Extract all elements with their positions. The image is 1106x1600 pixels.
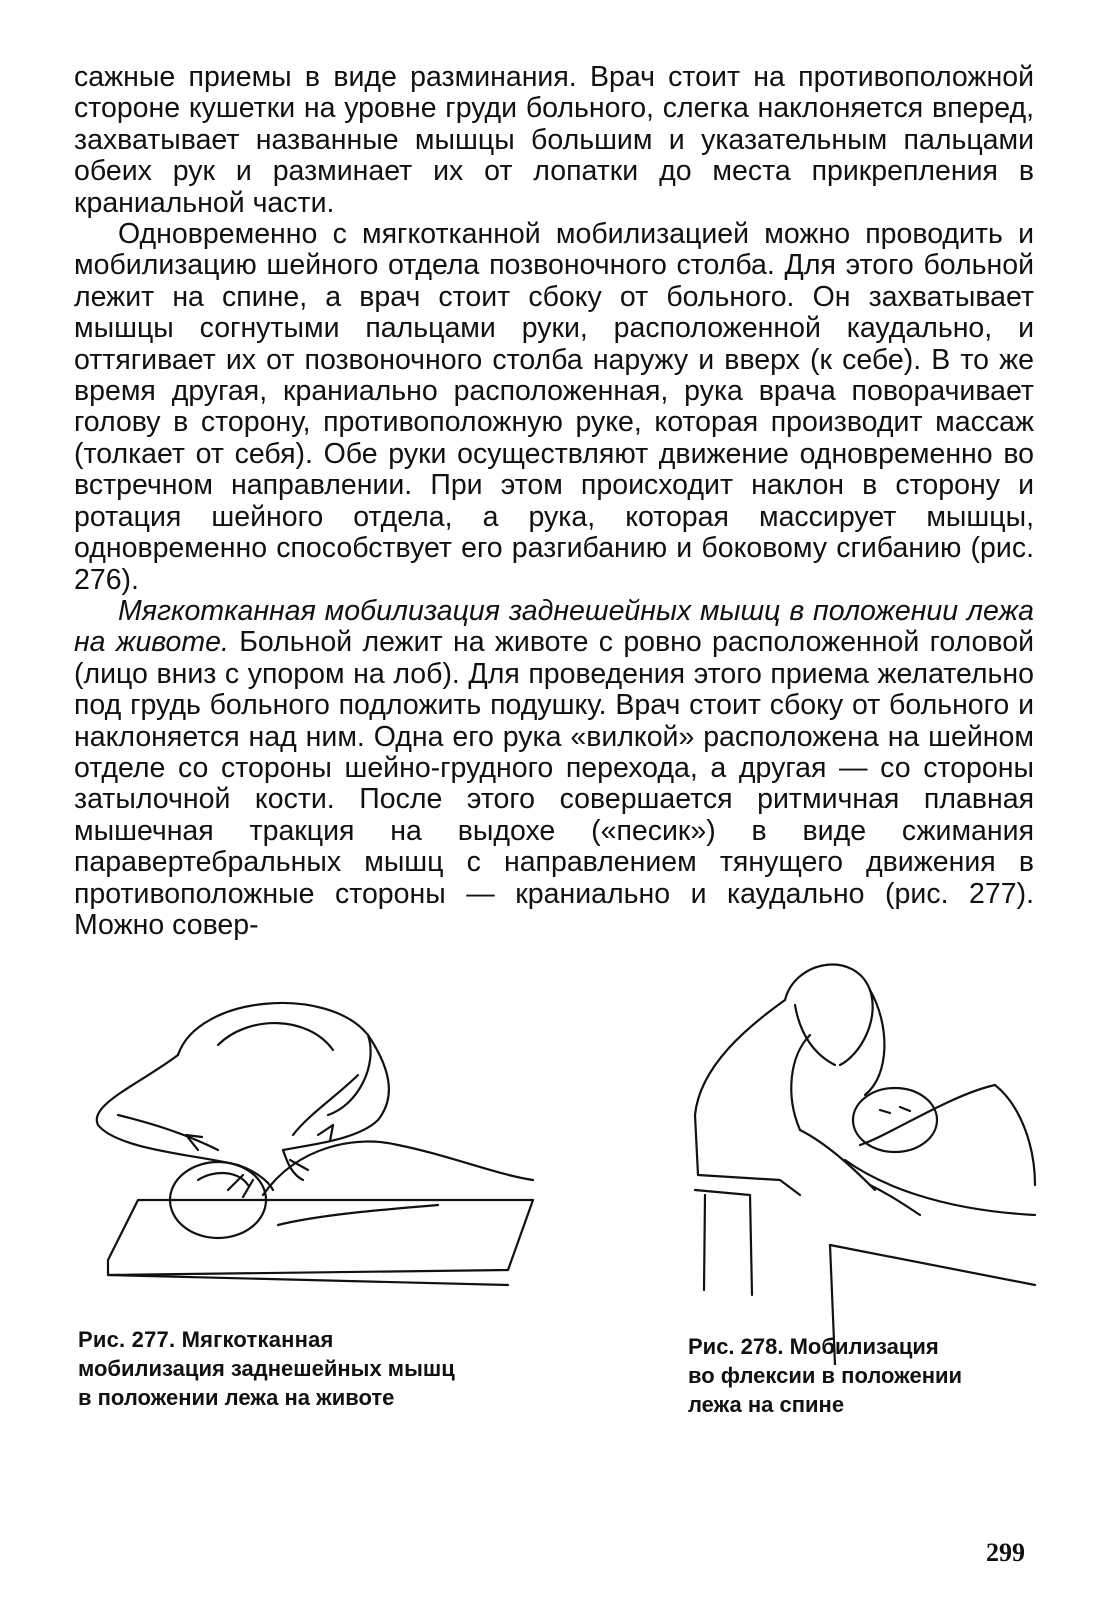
doctor-hand-right bbox=[283, 1150, 308, 1180]
figure-278-drawing bbox=[690, 945, 1038, 1365]
paragraph-2: Одновременно с мягкотканной мобилизацией можно проводить и мобилизацию шейного отдела позвоночного столба. Для этого больной лежит на спине, а врач стоит сбоку от больного. Он захватывает мышцы согнутыми пальцами руки, расположенной каудально, и оттягивает их от позвоночного столба наружу и вверх (к себе). В то же время другая, краниально расположенная, рука врача поворачивает голову в сторону, противоположную руке, которая производит массаж (толкает от себя). Обе руки осуществляют движение одновременно во встречном направлении. При этом происходит наклон в сторону и ротация шейного отдела, а рука, которая массирует мышцы, одновременно способствует его разгибанию и боковому сгибанию (рис. 276). bbox=[74, 218, 1034, 596]
paragraph-1: сажные приемы в виде разминания. Врач стоит на противоположной стороне кушетки на уровне груди больного, слегка наклоняется вперед, захватывает названные мышцы большим и указательным пальцами обеих рук и разминает их от лопатки до места прикрепления в краниальной части. bbox=[74, 61, 1034, 219]
caption-line: Рис. 278. Мобилизация bbox=[688, 1334, 939, 1359]
doctor-arm bbox=[865, 990, 884, 1095]
figure-277-illustration bbox=[78, 975, 540, 1315]
caption-line: лежа на спине bbox=[688, 1392, 845, 1417]
doctor-back bbox=[695, 1000, 785, 1175]
page-number: 299 bbox=[986, 1538, 1025, 1567]
stool bbox=[695, 1190, 752, 1295]
paragraph-3-text: Больной лежит на животе с ровно расположенной головой (лицо вниз с упором на лоб). Для проведения этого приема желательно под грудь больного подложить подушку. Врач стоит сбоку от больного и наклоняется над ним. Одна его рука «вилкой» расположена на шейном отделе со стороны шейно-грудного перехода, а другая — со стороны затылочной кости. После этого совершается ритмичная плавная мышечная тракция на выдохе («песик») в виде сжимания паравертебральных мышц с направлением тянущего движения в противоположные стороны — краниально и каудально (рис. 277). Можно совер- bbox=[74, 626, 1034, 941]
figure-277-drawing bbox=[78, 975, 540, 1315]
paragraph-3-heading: Мягкотканная мобилизация заднешейных мышц в положении лежа на животе. bbox=[74, 594, 1034, 659]
paragraph-3 bbox=[74, 596, 1034, 941]
arrow-cranial bbox=[318, 1125, 333, 1141]
doctor-head bbox=[178, 1003, 371, 1115]
figure-278-illustration bbox=[690, 945, 1038, 1365]
caption-line: мобилизация заднешейных мышц bbox=[78, 1356, 455, 1381]
figure-278-caption bbox=[688, 1332, 1068, 1419]
caption-line: во флексии в положении bbox=[688, 1363, 963, 1388]
figure-277-caption bbox=[78, 1325, 548, 1412]
caption-line: в положении лежа на животе bbox=[78, 1385, 395, 1410]
doctor-arm-right bbox=[283, 1035, 389, 1150]
body-text bbox=[74, 62, 1034, 941]
caption-line: Рис. 277. Мягкотканная bbox=[78, 1327, 334, 1352]
pillow bbox=[860, 1085, 1035, 1185]
